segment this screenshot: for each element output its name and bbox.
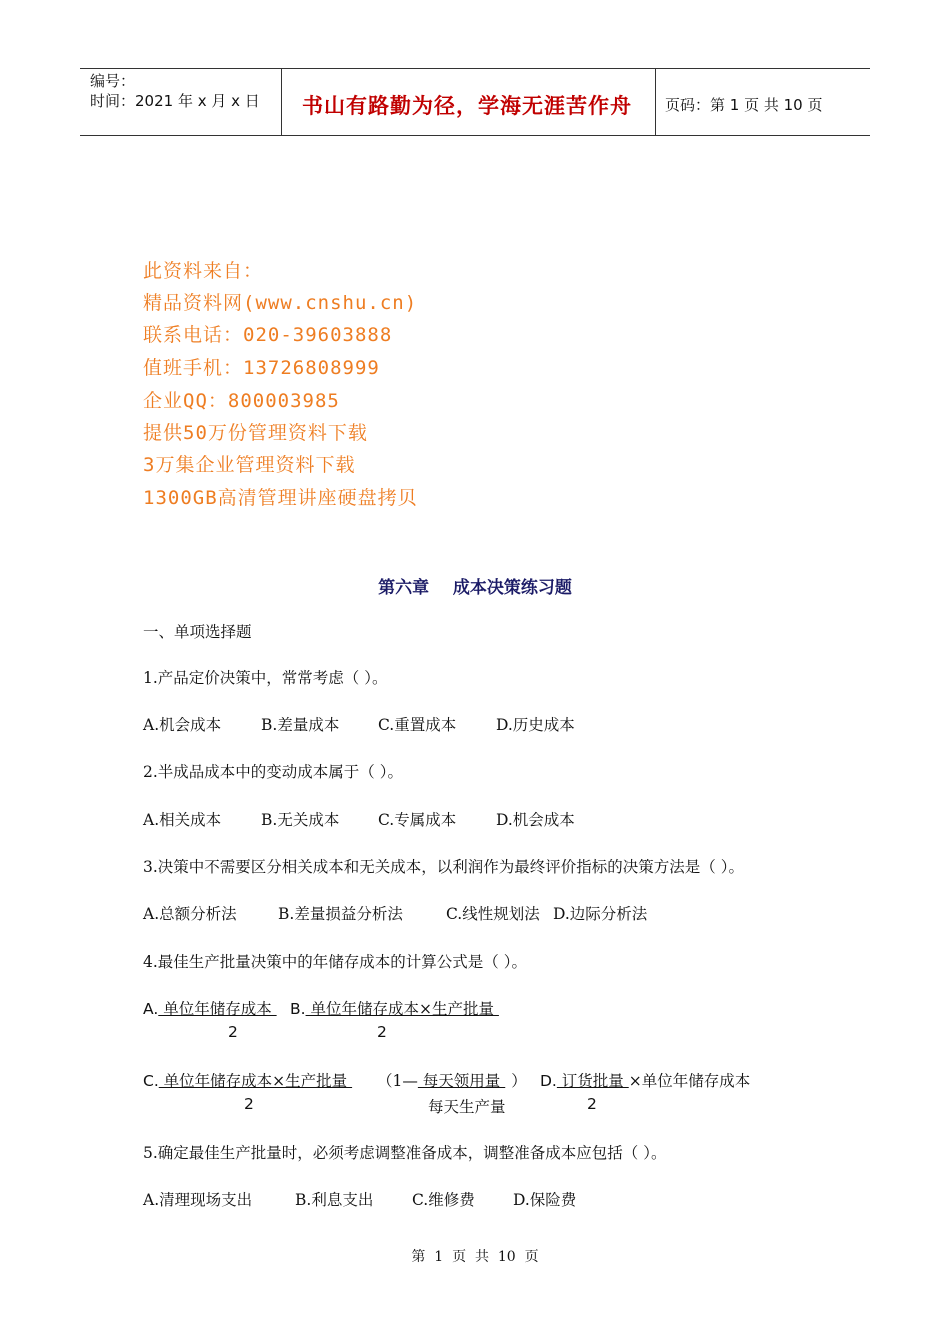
formula-c-inner-denominator: 每天生产量 xyxy=(428,1098,506,1116)
formula-b-numerator: 单位年储存成本×生产批量 xyxy=(305,1000,499,1018)
formula-c xyxy=(143,1069,352,1091)
question-stem: 2.半成品成本中的变动成本属于（ ）。 xyxy=(143,763,403,781)
question-stem: 5.确定最佳生产批量时，必须考虑调整准备成本，调整准备成本应包括（ ）。 xyxy=(143,1144,667,1162)
option: A.机会成本 xyxy=(143,716,222,734)
formula-a-denominator: 2 xyxy=(228,1023,238,1041)
formula-c-factor xyxy=(377,1069,527,1091)
option: D.历史成本 xyxy=(496,716,575,734)
formula-a xyxy=(143,997,277,1019)
formula-b-denominator: 2 xyxy=(377,1023,387,1041)
formula-d-rest: ×单位年储存成本 xyxy=(628,1072,751,1090)
option: B.利息支出 xyxy=(295,1191,374,1209)
formula-b-prefix: B. xyxy=(290,1000,306,1018)
option: C.重置成本 xyxy=(378,716,457,734)
source-line: 联系电话：020-39603888 xyxy=(143,324,393,346)
header-motto: 书山有路勤为径，学海无涯苦作舟 xyxy=(302,93,632,118)
option: A.总额分析法 xyxy=(143,905,237,923)
option: D.边际分析法 xyxy=(553,905,648,923)
source-line: 企业QQ：800003985 xyxy=(143,390,340,412)
header-divider-left xyxy=(281,68,282,136)
option: A.清理现场支出 xyxy=(143,1191,253,1209)
option: B.无关成本 xyxy=(261,811,340,829)
option: D.保险费 xyxy=(513,1191,577,1209)
formula-d-prefix: D. xyxy=(540,1072,557,1090)
section-title: 一、单项选择题 xyxy=(143,623,252,641)
formula-d-numerator: 订货批量 xyxy=(556,1072,629,1090)
page-footer: 第 1 页 共 10 页 xyxy=(411,1249,539,1265)
option: C.维修费 xyxy=(412,1191,475,1209)
option: B.差量损益分析法 xyxy=(278,905,403,923)
formula-b xyxy=(290,997,499,1019)
formula-c-numerator: 单位年储存成本×生产批量 xyxy=(158,1072,353,1090)
formula-c-paren-close: ） xyxy=(511,1072,527,1090)
option: C.专属成本 xyxy=(378,811,457,829)
formula-c-prefix: C. xyxy=(143,1072,159,1090)
option: B.差量成本 xyxy=(261,716,340,734)
header-number-label: 编号： xyxy=(90,72,136,90)
chapter-title: 第六章 成本决策练习题 xyxy=(378,578,572,598)
formula-a-numerator: 单位年储存成本 xyxy=(158,1000,277,1018)
source-line: 1300GB高清管理讲座硬盘拷贝 xyxy=(143,487,418,509)
header-divider-right xyxy=(655,68,656,136)
source-line: 提供50万份管理资料下载 xyxy=(143,422,368,444)
option: C.线性规划法 xyxy=(446,905,540,923)
formula-c-denominator: 2 xyxy=(244,1095,254,1113)
header-top-border xyxy=(80,68,870,69)
formula-d-denominator: 2 xyxy=(587,1095,597,1113)
source-line: 精品资料网(www.cnshu.cn) xyxy=(143,292,418,314)
formula-c-paren-open: （1— xyxy=(377,1072,418,1090)
question-stem: 4.最佳生产批量决策中的年储存成本的计算公式是（ ）。 xyxy=(143,953,527,971)
formula-d xyxy=(540,1069,750,1091)
question-stem: 1.产品定价决策中，常常考虑（ ）。 xyxy=(143,669,388,687)
header-time-label: 时间：2021 年 x 月 x 日 xyxy=(90,92,260,110)
source-line: 此资料来自： xyxy=(143,260,264,282)
formula-a-prefix: A. xyxy=(143,1000,159,1018)
option: A.相关成本 xyxy=(143,811,222,829)
source-line: 值班手机：13726808999 xyxy=(143,357,380,379)
question-stem: 3.决策中不需要区分相关成本和无关成本，以利润作为最终评价指标的决策方法是（ ）。 xyxy=(143,858,744,876)
option: D.机会成本 xyxy=(496,811,575,829)
source-line: 3万集企业管理资料下载 xyxy=(143,454,356,476)
header-bottom-border xyxy=(80,135,870,136)
header-page-info: 页码：第 1 页 共 10 页 xyxy=(665,96,823,114)
formula-c-inner-numerator: 每天领用量 xyxy=(417,1072,506,1090)
